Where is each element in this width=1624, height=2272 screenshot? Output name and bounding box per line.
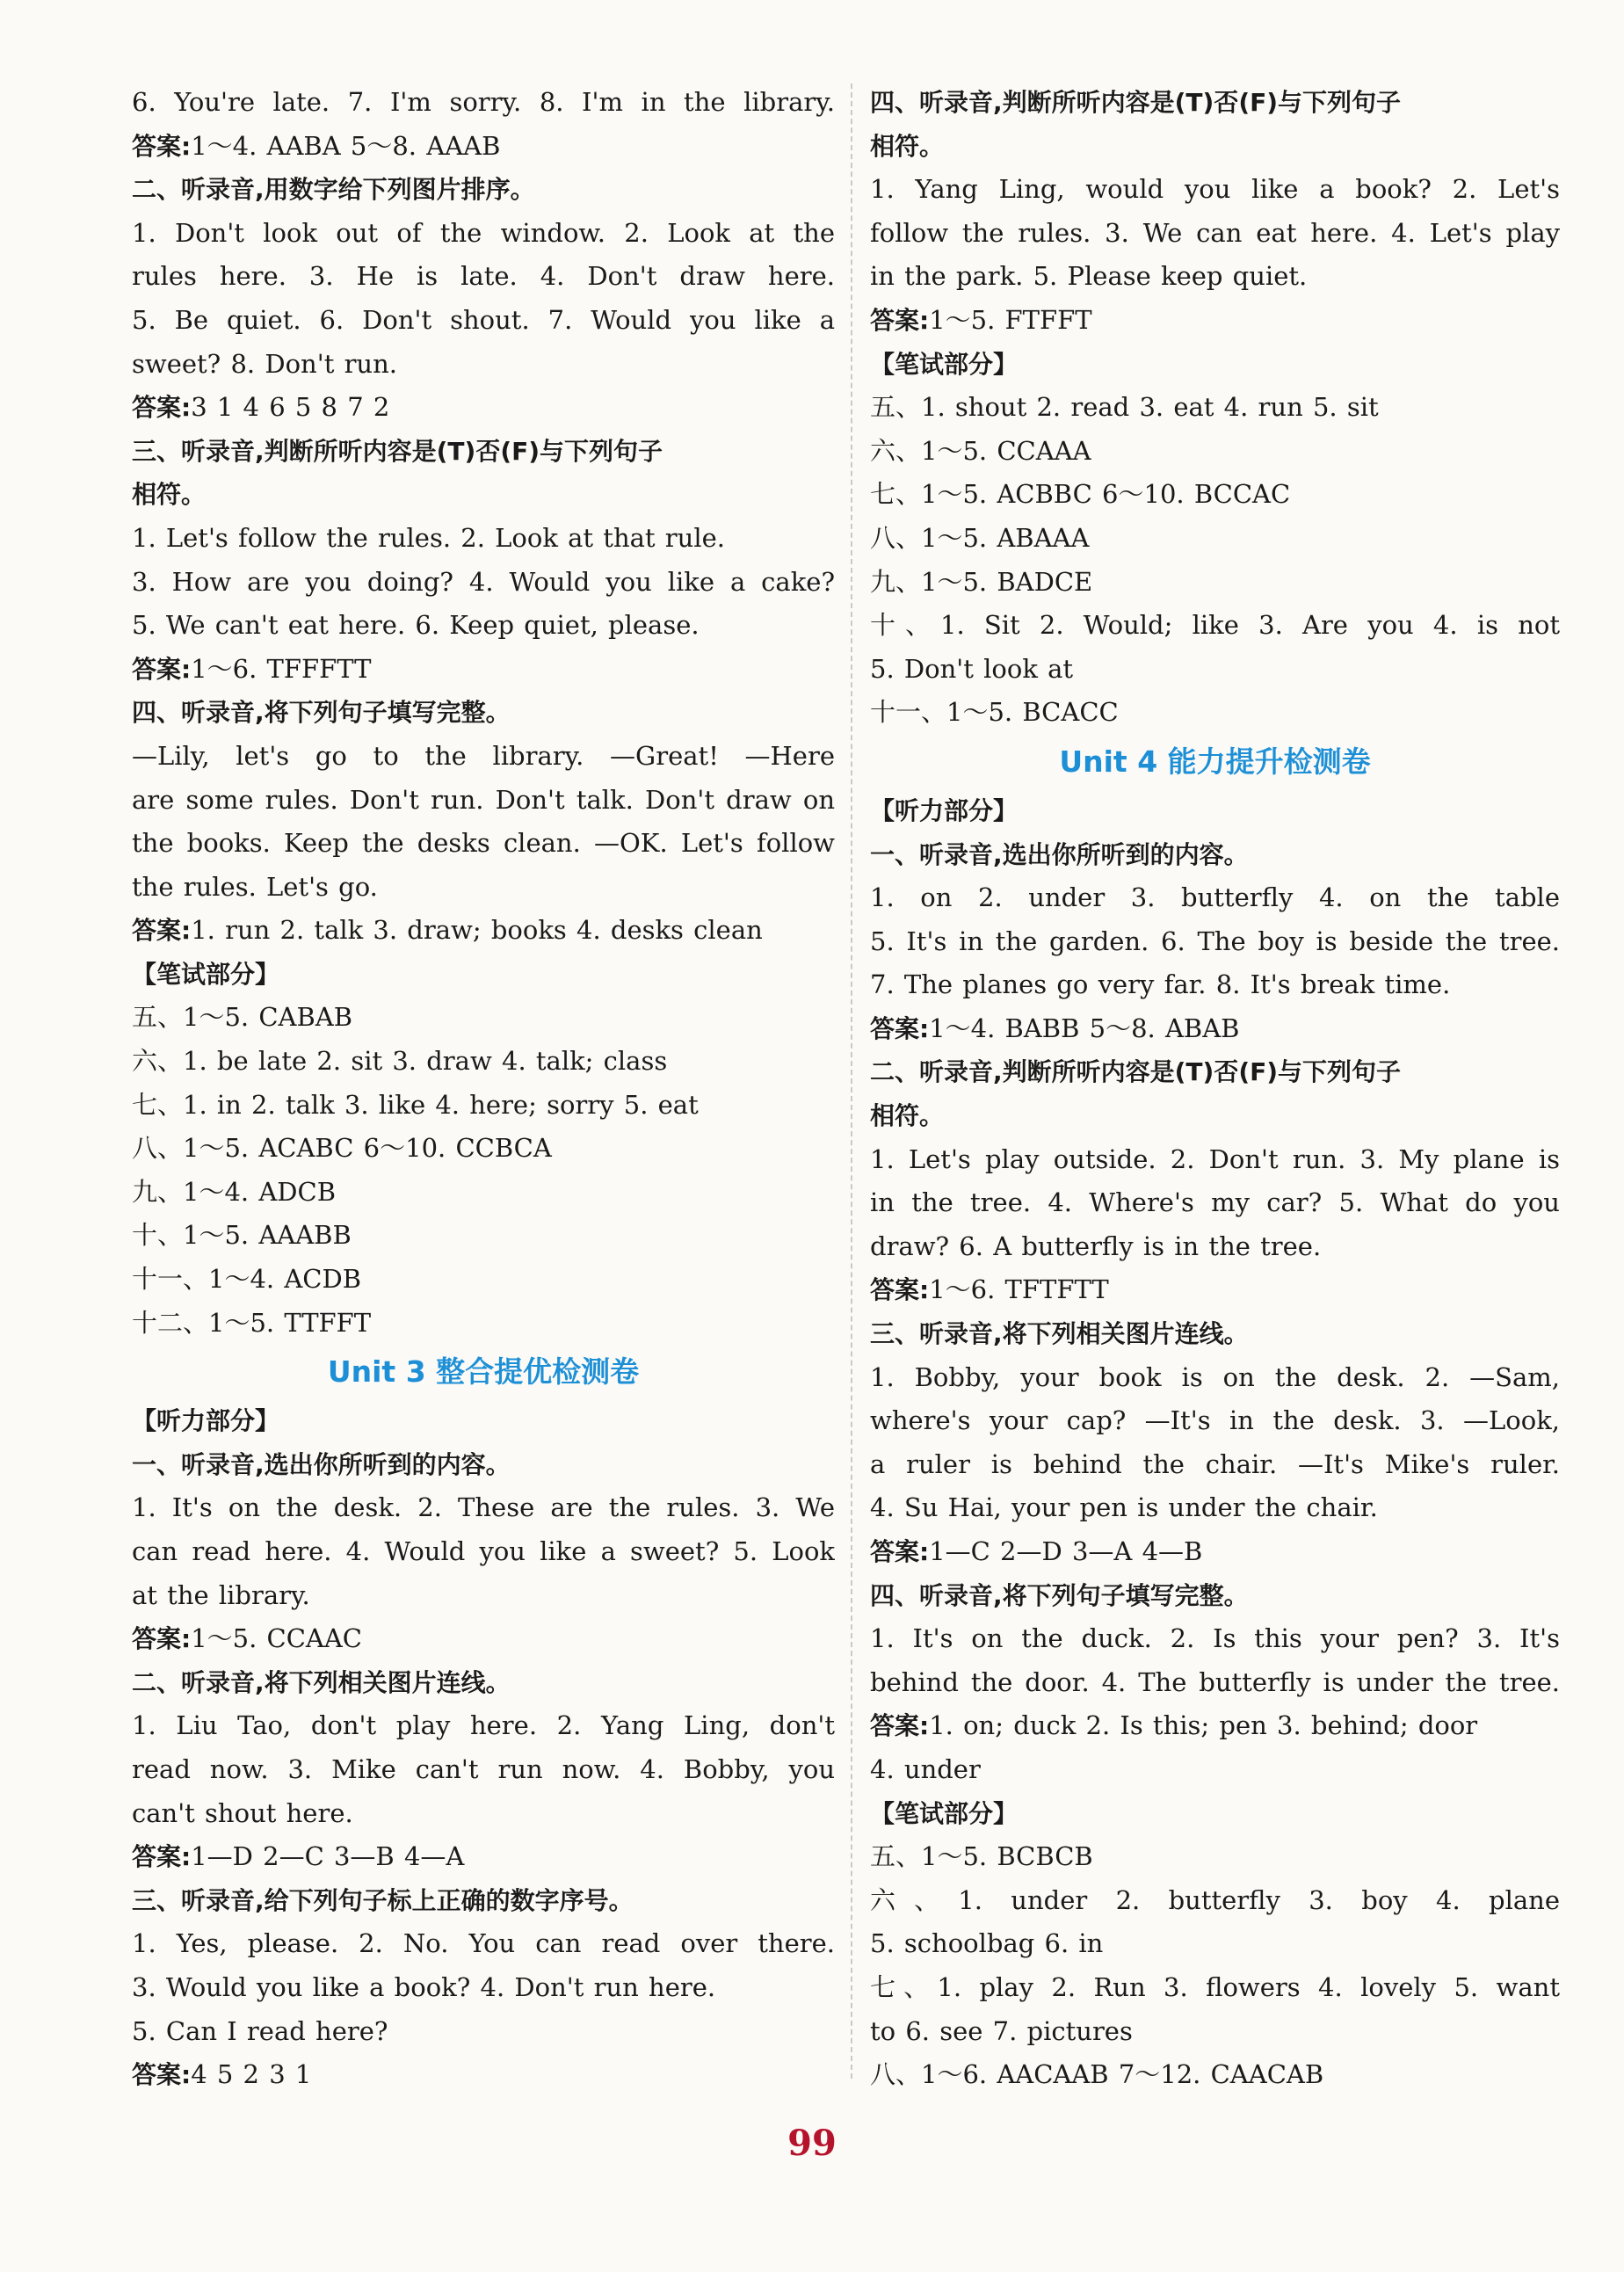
- question-heading: 二、听录音,将下列相关图片连线。: [132, 1667, 511, 1697]
- text-line: 十、1. Sit 2. Would; like 3. Are you 4. is not: [870, 610, 1560, 641]
- answer-label: 答案:: [132, 393, 192, 423]
- text-line: a ruler is behind the chair. —It's Mike's ruler.: [870, 1448, 1560, 1479]
- answer-label: 答案:: [870, 1013, 930, 1043]
- answer-text: 1～5. FTFFT: [929, 304, 1092, 335]
- text-line: 1. Bobby, your book is on the desk. 2. —Sam,: [870, 1361, 1560, 1392]
- answer-label: 答案:: [870, 305, 930, 335]
- text-line: 七、1. play 2. Run 3. flowers 4. lovely 5. want: [870, 1971, 1560, 2002]
- text-line: rules here. 3. He is late. 4. Don't draw here.: [132, 261, 835, 292]
- question-heading: 四、听录音,将下列句子填写完整。: [870, 1580, 1249, 1610]
- text-line: 五、1～5. CABAB: [132, 1002, 353, 1033]
- answer-label: 答案:: [132, 2060, 192, 2090]
- text-line: behind the door. 4. The butterfly is under the tree.: [870, 1666, 1560, 1697]
- text-line: where's your cap? —It's in the desk. 3. —Look,: [870, 1405, 1560, 1436]
- text-line: 5. It's in the garden. 6. The boy is beside the tree.: [870, 925, 1560, 956]
- answer-text: 1～5. CCAAC: [191, 1623, 362, 1654]
- text-line: to 6. see 7. pictures: [870, 2015, 1133, 2046]
- text-line: 九、1～5. BADCE: [870, 566, 1093, 597]
- unit-title: Unit 3 整合提优检测卷: [327, 1354, 640, 1390]
- answer-line: [132, 648, 835, 692]
- section-label: 【笔试部分】: [870, 1798, 1019, 1828]
- answer-text: 4 5 2 3 1: [191, 2059, 312, 2090]
- text-line: 1. Let's play outside. 2. Don't run. 3. My plane is: [870, 1143, 1560, 1174]
- text-line: 6. You're late. 7. I'm sorry. 8. I'm in the library.: [132, 87, 835, 117]
- answer-line: [870, 1007, 1560, 1051]
- text-line: 十二、1～5. TTFFT: [132, 1307, 372, 1338]
- answer-text: 1. on; duck 2. Is this; pen 3. behind; door: [929, 1710, 1478, 1741]
- text-line: follow the rules. 3. We can eat here. 4. Let's play: [870, 217, 1560, 248]
- text-line: 九、1～4. ADCB: [132, 1176, 337, 1207]
- text-line: 4. under: [870, 1753, 981, 1784]
- text-line: read now. 3. Mike can't run now. 4. Bobby, you: [132, 1753, 835, 1784]
- question-heading: 四、听录音,将下列句子填写完整。: [132, 698, 511, 728]
- question-heading: 二、听录音,用数字给下列图片排序。: [132, 175, 535, 205]
- answer-label: 答案:: [132, 654, 192, 684]
- text-line: 3. Would you like a book? 4. Don't run here.: [132, 1971, 716, 2002]
- answer-text: 1. run 2. talk 3. draw; books 4. desks clean: [191, 915, 763, 946]
- section-label: 【听力部分】: [132, 1406, 280, 1436]
- question-heading: 相符。: [870, 131, 945, 161]
- text-line: 5. Be quiet. 6. Don't shout. 7. Would you like a: [132, 304, 835, 335]
- text-line: 7. The planes go very far. 8. It's break time.: [870, 969, 1451, 1000]
- text-line: 5. schoolbag 6. in: [870, 1928, 1104, 1959]
- text-line: 六、1. under 2. butterfly 3. boy 4. plane: [870, 1884, 1560, 1915]
- text-line: 七、1. in 2. talk 3. like 4. here; sorry 5. eat: [132, 1089, 699, 1120]
- answer-label: 答案:: [132, 131, 192, 161]
- answer-line: [870, 299, 1560, 343]
- text-line: at the library.: [132, 1579, 310, 1610]
- text-line: 5. Don't look at: [870, 653, 1074, 684]
- text-line: 五、1～5. BCBCB: [870, 1841, 1093, 1872]
- text-line: sweet? 8. Don't run.: [132, 348, 398, 379]
- text-line: 十、1～5. AAABB: [132, 1220, 352, 1251]
- right-column: [870, 81, 1560, 2097]
- question-heading: 四、听录音,判断所听内容是(T)否(F)与下列句子: [870, 88, 1402, 117]
- page-number: 99: [787, 2123, 837, 2164]
- text-line: 1. on 2. under 3. butterfly 4. on the table: [870, 882, 1560, 913]
- answer-line: [870, 1704, 1560, 1748]
- text-line: 1. Let's follow the rules. 2. Look at that rule.: [132, 522, 725, 553]
- text-line: 六、1～5. CCAAA: [870, 435, 1091, 466]
- answer-line: [132, 386, 835, 430]
- answer-text: 3 1 4 6 5 8 7 2: [191, 392, 390, 423]
- answer-line: [870, 1530, 1560, 1574]
- answer-label: 答案:: [132, 916, 192, 946]
- question-heading: 相符。: [870, 1101, 945, 1131]
- question-heading: 一、听录音,选出你所听到的内容。: [870, 839, 1249, 869]
- text-line: 六、1. be late 2. sit 3. draw 4. talk; class: [132, 1046, 668, 1077]
- text-line: 4. Su Hai, your pen is under the chair.: [870, 1492, 1378, 1523]
- text-line: 1. Don't look out of the window. 2. Look at the: [132, 217, 835, 248]
- column-divider: [851, 83, 853, 2079]
- text-line: can read here. 4. Would you like a sweet? 5. Look: [132, 1536, 835, 1566]
- text-line: 八、1～5. ABAAA: [870, 522, 1090, 553]
- text-line: are some rules. Don't run. Don't talk. Don't draw on: [132, 784, 835, 815]
- text-line: 1. It's on the desk. 2. These are the rules. 3. We: [132, 1492, 835, 1523]
- answer-line: [132, 1835, 835, 1879]
- section-label: 【笔试部分】: [870, 349, 1019, 379]
- answer-line: [132, 125, 835, 169]
- text-line: 五、1. shout 2. read 3. eat 4. run 5. sit: [870, 392, 1379, 423]
- text-line: the books. Keep the desks clean. —OK. Let's follow: [132, 828, 835, 859]
- answer-text: 1～4. AABA 5～8. AAAB: [191, 130, 501, 161]
- question-heading: 一、听录音,选出你所听到的内容。: [132, 1449, 511, 1479]
- answer-text: 1～6. TFFFTT: [191, 653, 372, 684]
- text-line: 1. It's on the duck. 2. Is this your pen? 3. It's: [870, 1623, 1560, 1654]
- text-line: can't shout here.: [132, 1797, 353, 1828]
- answer-line: [132, 909, 835, 953]
- question-heading: 三、听录音,将下列相关图片连线。: [870, 1319, 1249, 1349]
- text-line: 5. Can I read here?: [132, 2015, 388, 2046]
- text-line: 1. Yes, please. 2. No. You can read over there.: [132, 1928, 835, 1959]
- answer-line: [132, 2053, 835, 2097]
- text-line: 十一、1～5. BCACC: [870, 697, 1119, 728]
- text-line: 3. How are you doing? 4. Would you like a cake?: [132, 566, 835, 597]
- question-heading: 三、听录音,给下列句子标上正确的数字序号。: [132, 1885, 634, 1915]
- answer-label: 答案:: [870, 1537, 930, 1566]
- answer-label: 答案:: [132, 1624, 192, 1654]
- answer-text: 1—C 2—D 3—A 4—B: [929, 1536, 1203, 1566]
- text-line: 十一、1～4. ACDB: [132, 1264, 362, 1295]
- answer-text: 1～4. BABB 5～8. ABAB: [929, 1013, 1240, 1043]
- text-line: the rules. Let's go.: [132, 871, 378, 902]
- answer-line: [132, 1617, 835, 1661]
- unit-title: Unit 4 能力提升检测卷: [1059, 744, 1371, 779]
- question-heading: 二、听录音,判断所听内容是(T)否(F)与下列句子: [870, 1057, 1402, 1087]
- section-label: 【笔试部分】: [132, 959, 280, 989]
- left-column: [132, 81, 835, 2097]
- question-heading: 相符。: [132, 480, 207, 510]
- text-line: 七、1～5. ACBBC 6～10. BCCAC: [870, 479, 1291, 510]
- text-line: in the tree. 4. Where's my car? 5. What do you: [870, 1187, 1560, 1218]
- text-line: draw? 6. A butterfly is in the tree.: [870, 1230, 1322, 1261]
- text-line: 1. Yang Ling, would you like a book? 2. Let's: [870, 174, 1560, 205]
- text-line: in the park. 5. Please keep quiet.: [870, 261, 1308, 292]
- answer-text: 1—D 2—C 3—B 4—A: [191, 1841, 465, 1872]
- answer-label: 答案:: [870, 1275, 930, 1305]
- answer-line: [870, 1268, 1560, 1312]
- text-line: —Lily, let's go to the library. —Great! —Here: [132, 740, 835, 771]
- text-line: 八、1～6. AACAAB 7～12. CAACAB: [870, 2059, 1324, 2090]
- text-line: 1. Liu Tao, don't play here. 2. Yang Ling, don't: [132, 1710, 835, 1741]
- answer-label: 答案:: [870, 1711, 930, 1741]
- answer-label: 答案:: [132, 1842, 192, 1872]
- text-line: 5. We can't eat here. 6. Keep quiet, please.: [132, 610, 700, 641]
- answer-text: 1～6. TFTFTT: [929, 1274, 1109, 1305]
- section-label: 【听力部分】: [870, 795, 1019, 825]
- question-heading: 三、听录音,判断所听内容是(T)否(F)与下列句子: [132, 436, 663, 466]
- text-line: 八、1～5. ACABC 6～10. CCBCA: [132, 1133, 552, 1164]
